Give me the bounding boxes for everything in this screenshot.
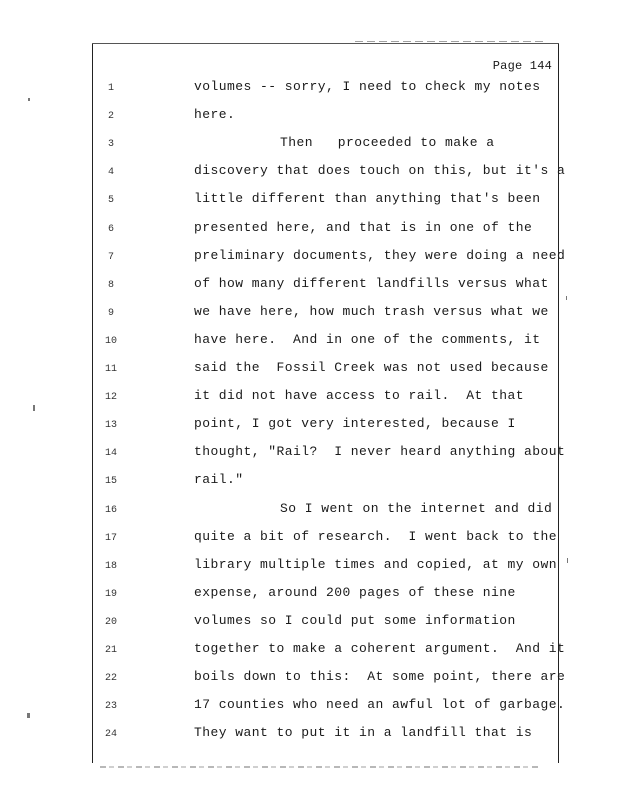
line-number: 19 — [104, 588, 117, 600]
transcript-line — [0, 388, 618, 410]
transcript-line — [0, 641, 618, 663]
scan-speck — [566, 296, 567, 300]
transcript-line — [0, 163, 618, 185]
line-number: 14 — [104, 448, 117, 460]
line-number: 21 — [104, 645, 117, 656]
line-number: 8 — [107, 279, 114, 291]
page-number: Page 144 — [492, 59, 552, 73]
transcript-line — [0, 585, 618, 607]
transcript-line — [0, 304, 618, 326]
line-number: 12 — [104, 392, 117, 404]
line-number: 22 — [104, 673, 117, 685]
line-text: have here. And in one of the comments, it — [194, 331, 541, 347]
line-text: discovery that does touch on this, but it's a — [194, 163, 566, 179]
transcript-line — [0, 557, 618, 579]
transcript-line — [0, 79, 618, 101]
line-number: 24 — [104, 729, 117, 741]
transcript-line — [0, 220, 618, 242]
line-number: 15 — [104, 476, 117, 488]
line-text: 17 counties who need an awful lot of garbage. — [194, 697, 566, 713]
line-number: 5 — [107, 195, 114, 207]
transcript-line — [0, 444, 618, 466]
line-number: 13 — [104, 420, 117, 432]
line-text: library multiple times and copied, at my own — [194, 556, 558, 572]
scan-speck — [27, 713, 30, 718]
line-number: 11 — [104, 364, 117, 375]
scan-speck — [33, 405, 35, 411]
line-number: 2 — [107, 111, 114, 123]
transcript-line — [0, 416, 618, 438]
line-number: 23 — [104, 701, 117, 713]
top-border — [92, 43, 559, 44]
transcript-line — [0, 697, 618, 719]
line-text: thought, "Rail? I never heard anything about — [194, 444, 566, 460]
line-number: 17 — [104, 532, 117, 544]
transcript-line — [0, 191, 618, 213]
line-number: 3 — [107, 139, 114, 151]
transcript-line — [0, 276, 618, 298]
line-text: here. — [194, 107, 236, 123]
transcript-line — [0, 135, 618, 157]
transcript-line — [0, 669, 618, 691]
line-text: volumes so I could put some information — [194, 612, 516, 628]
line-text: it did not have access to rail. At that — [194, 388, 525, 404]
line-text: expense, around 200 pages of these nine — [194, 584, 516, 600]
transcript-line — [0, 529, 618, 551]
scan-speck — [567, 558, 568, 563]
scan-artifact-top — [355, 41, 545, 42]
line-number: 18 — [104, 560, 117, 572]
line-number: 10 — [104, 335, 117, 347]
line-text: rail." — [194, 472, 244, 488]
line-text: quite a bit of research. I went back to the — [194, 528, 558, 544]
line-text: So I went on the internet and did — [280, 500, 553, 516]
scan-artifact-bottom — [100, 766, 540, 768]
line-text: Then proceeded to make a — [280, 135, 495, 151]
line-text: boils down to this: At some point, there are — [194, 669, 566, 685]
transcript-line — [0, 360, 618, 382]
line-text: of how many different landfills versus what — [194, 275, 549, 291]
line-number: 6 — [107, 223, 114, 235]
line-text: volumes -- sorry, I need to check my notes — [194, 79, 541, 94]
line-text: said the Fossil Creek was not used because — [194, 360, 549, 375]
line-number: 9 — [107, 307, 114, 319]
transcript-line — [0, 472, 618, 494]
scan-speck — [28, 98, 30, 101]
line-text: presented here, and that is in one of the — [194, 219, 533, 235]
transcript-line — [0, 107, 618, 129]
line-text: together to make a coherent argument. And it — [194, 641, 566, 656]
transcript-line — [0, 613, 618, 635]
line-text: They want to put it in a landfill that is — [194, 725, 533, 741]
line-number: 20 — [104, 616, 117, 628]
line-text: little different than anything that's been — [194, 191, 541, 207]
transcript-line — [0, 248, 618, 270]
transcript-line — [0, 332, 618, 354]
line-number: 7 — [107, 251, 114, 263]
line-text: we have here, how much trash versus what we — [194, 303, 549, 319]
line-text: point, I got very interested, because I — [194, 416, 516, 432]
line-number: 4 — [107, 167, 114, 179]
line-number: 16 — [104, 504, 117, 516]
line-text: preliminary documents, they were doing a need — [194, 247, 566, 263]
line-number: 1 — [107, 83, 114, 94]
transcript-line — [0, 501, 618, 523]
transcript-line — [0, 725, 618, 747]
